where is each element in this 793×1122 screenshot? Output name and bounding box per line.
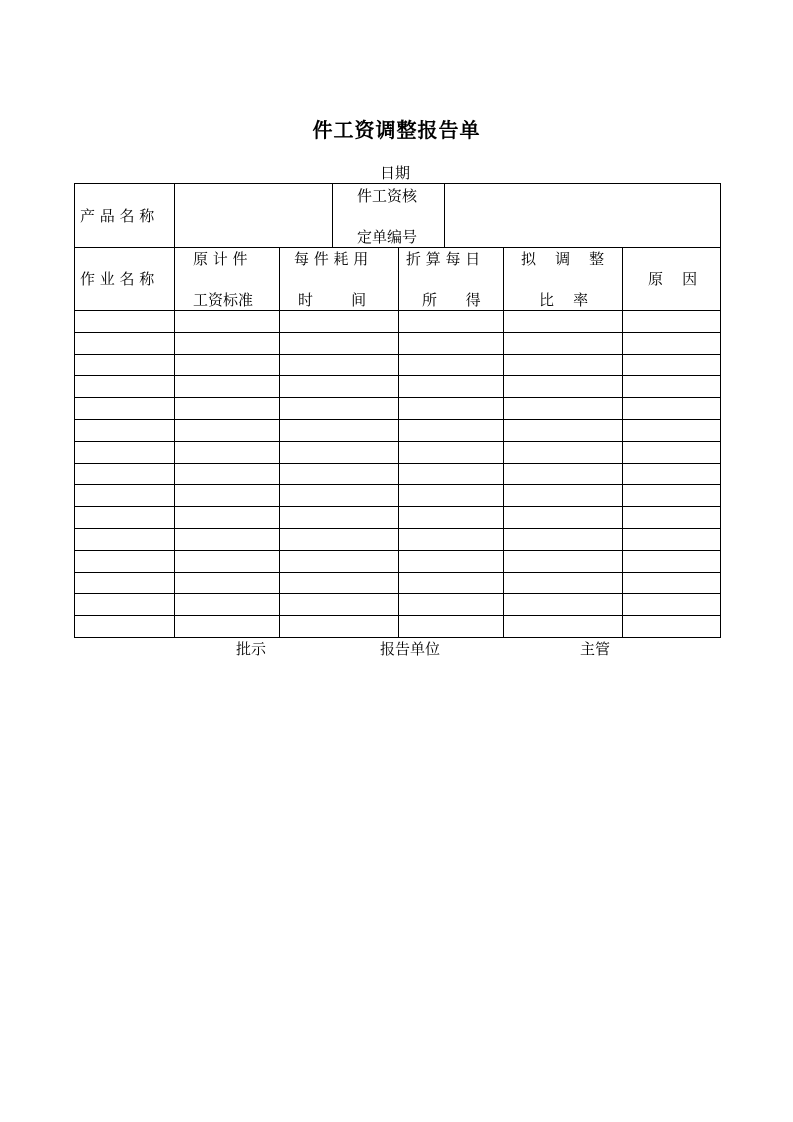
column-divider	[398, 247, 399, 638]
table-row-line	[74, 484, 721, 485]
adjust-ratio-label-line2: 比 率	[539, 291, 589, 309]
column-divider	[174, 247, 175, 638]
supervisor-label: 主管	[580, 640, 611, 658]
table-row-line	[74, 419, 721, 420]
time-per-piece-label-line2: 时 间	[298, 291, 367, 309]
row1-divider	[174, 183, 175, 247]
table-row-line	[74, 593, 721, 594]
table-row-line	[74, 550, 721, 551]
table-row-line	[74, 572, 721, 573]
table-border-right	[720, 183, 721, 638]
order-no-label-line1: 件工资核	[357, 187, 418, 205]
table-row-line	[74, 615, 721, 616]
column-divider	[503, 247, 504, 638]
table-border-top	[74, 183, 721, 184]
adjust-ratio-label-line1: 拟 调 整	[521, 250, 605, 268]
header-bottom-line	[74, 310, 721, 311]
daily-earnings-label-line1: 折 算 每 日	[406, 250, 481, 268]
order-no-label-line2: 定单编号	[357, 228, 418, 246]
daily-earnings-label-line2: 所 得	[422, 291, 481, 309]
table-row-line	[74, 332, 721, 333]
approval-label: 批示	[236, 640, 267, 658]
product-name-label: 产 品 名 称	[80, 207, 155, 225]
column-divider	[622, 247, 623, 638]
table-border-left	[74, 183, 75, 638]
table-row-line	[74, 397, 721, 398]
row1-divider	[444, 183, 445, 247]
report-table	[74, 183, 721, 638]
table-row-line	[74, 506, 721, 507]
original-rate-label-line2: 工资标准	[193, 291, 254, 309]
table-row-line	[74, 375, 721, 376]
reporting-unit-label: 报告单位	[380, 640, 441, 658]
table-row-line	[74, 463, 721, 464]
table-row-line	[74, 441, 721, 442]
page-title: 件工资调整报告单	[312, 118, 481, 142]
row1-divider	[332, 183, 333, 247]
table-row-line	[74, 354, 721, 355]
date-label: 日期	[380, 164, 411, 182]
reason-label: 原 因	[648, 270, 698, 288]
original-rate-label-line1: 原 计 件	[193, 250, 248, 268]
operation-name-label: 作 业 名 称	[80, 270, 155, 288]
column-divider	[279, 247, 280, 638]
time-per-piece-label-line1: 每 件 耗 用	[294, 250, 369, 268]
table-row-line	[74, 528, 721, 529]
